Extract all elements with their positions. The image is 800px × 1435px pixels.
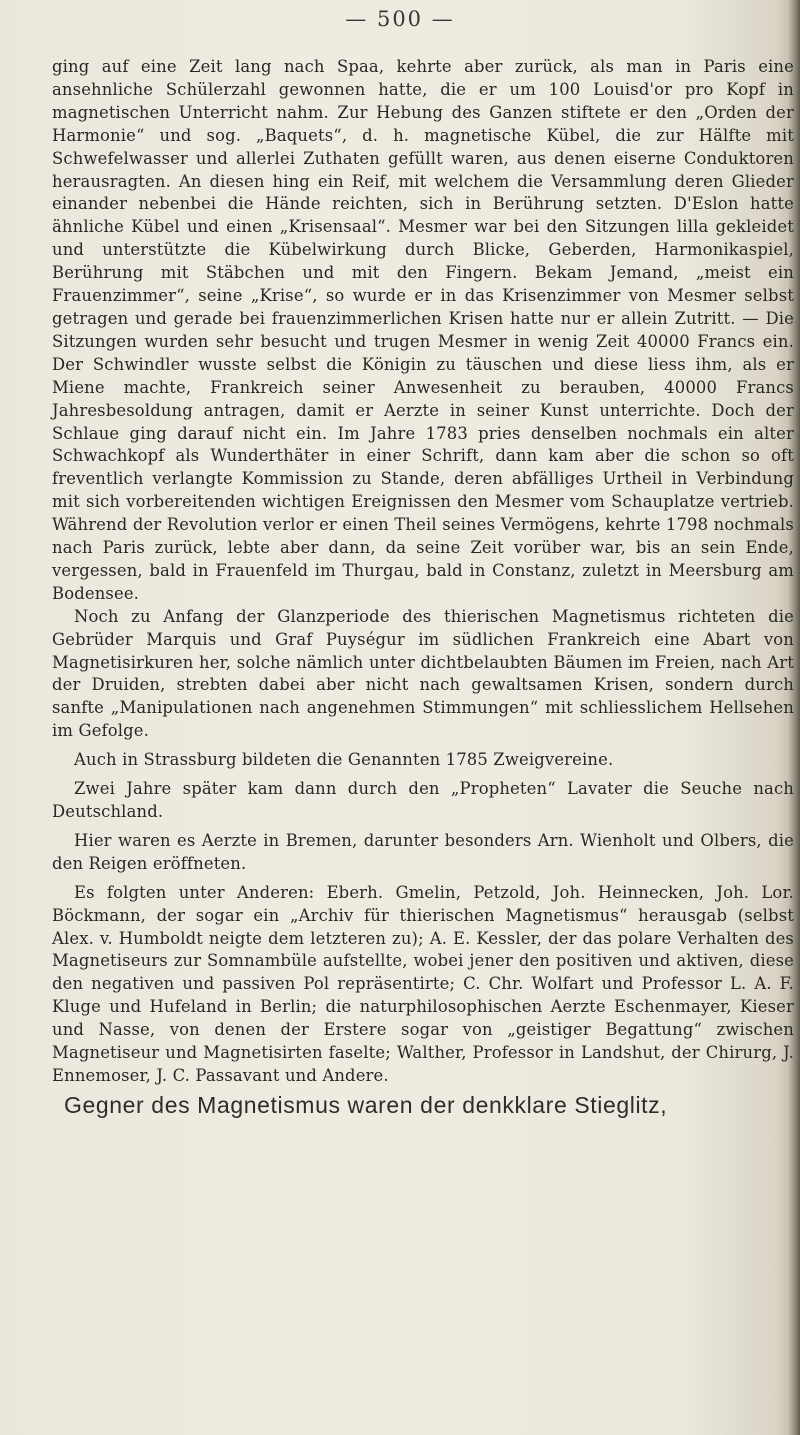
page-number: — 500 — [345,7,455,31]
paragraph-lavater: Zwei Jahre später kam dann durch den „Propheten“ Lavater die Seuche nach Deutschland. [52,779,794,821]
paragraph-puysegur: Noch zu Anfang der Glanzperiode des thierischen Magnetismus richteten die Gebrüder Marquis und Graf Puységur im südlichen Frankreich eine Abart von Magnetisirkuren her, solche nämlich unter dichtbelaubten Bäumen im Freien, nach Art der Druiden, strebten dabei aber nicht nach gewaltsamen Krisen, sondern durch sanfte „Manipulationen nach angenehmen Stimmungen“ mit schliesslichem Hellsehen im Gefolge. [52,606,794,741]
paragraph-followers: Es folgten unter Anderen: Eberh. Gmelin, Petzold, Joh. Heinnecken, Joh. Lor. Böckmann, der sogar ein „Archiv für thierischen Magnetismus“ herausgab (selbst Alex. v. Humboldt neigte dem letzteren zu); A. E. Kessler, der das polare Verhalten des Magnetiseurs zur Somnambüle aufstellte, wobei jener den positiven und aktiven, diese den negativen und passiven Pol repräsentirte; C. Chr. Wolfart und Professor L. A. F. Kluge und Hufeland in Berlin; die naturphilosophischen Aerzte Eschenmayer, Kieser und Nasse, von denen der Erstere sogar von „geistiger Begattung“ zwischen Magnetiseur und Magnetisirten faselte; Walther, Professor in Landshut, der Chirurg, J. Ennemoser, J. C. Passavant und Andere. [52,882,794,1085]
paragraph-strassburg: Auch in Strassburg bildeten die Genannten 1785 Zweigvereine. [74,750,614,770]
closing-line: Gegner des Magnetismus waren der denkklare Stieglitz, [64,1091,668,1118]
body-text [52,56,794,1117]
paragraph-mesmer-paris: ging auf eine Zeit lang nach Spaa, kehrte aber zurück, als man in Paris eine ansehnliche Schülerzahl gewonnen hatte, die er um 100 Louisd'or pro Kopf in magnetischen Unterricht nahm. Zur Hebung des Ganzen stiftete er den „Orden der Harmonie“ und sog. „Baquets“, d. h. magnetische Kübel, die zur Hälfte mit Schwefelwasser und allerlei Zuthaten gefüllt waren, aus denen eiserne Conduktoren herausragten. An diesen hing ein Reif, mit welchem die Versammlung deren Glieder einander nebenbei die Hände reichten, sich in Berührung setzten. D'Eslon hatte ähnliche Kübel und einen „Krisensaal“. Mesmer war bei den Sitzungen lilla gekleidet und unterstützte die Kübelwirkung durch Blicke, Geberden, Harmonikaspiel, Berührung mit Stäbchen und mit den Fingern. Bekam Jemand, „meist ein Frauenzimmer“, seine „Krise“, so wurde er in das Krisenzimmer von Mesmer selbst getragen und gerade bei frauenzimmerlichen Krisen hatte nur er allein Zutritt. — Die Sitzungen wurden sehr besucht und trugen Mesmer in wenig Zeit 40000 Francs ein. Der Schwindler wusste selbst die Königin zu täuschen und diese liess ihm, als er Miene machte, Frankreich seiner Anwesenheit zu berauben, 40000 Francs Jahresbesoldung antragen, damit er Aerzte in seiner Kunst unterrichte. Doch der Schlaue ging darauf nicht ein. Im Jahre 1783 pries denselben nochmals ein alter Schwachkopf als Wunderthäter in einer Schrift, dann kam aber die schon so oft freventlich verlangte Kommission zu Stande, deren abfälliges Urtheil in Verbindung mit sich vorbereitenden wichtigen Ereignissen den Mesmer vom Schauplatze vertrieb. Während der Revolution verlor er einen Theil seines Vermögens, kehrte 1798 nochmals nach Paris zurück, lebte aber dann, da seine Zeit vorüber war, bis an sein Ende, vergessen, bald in Frauenfeld im Thurgau, bald in Constanz, zuletzt in Meersburg am Bodensee. [52,57,794,603]
paragraph-bremen: Hier waren es Aerzte in Bremen, darunter besonders Arn. Wienholt und Olbers, die den Reigen eröffneten. [52,830,794,873]
